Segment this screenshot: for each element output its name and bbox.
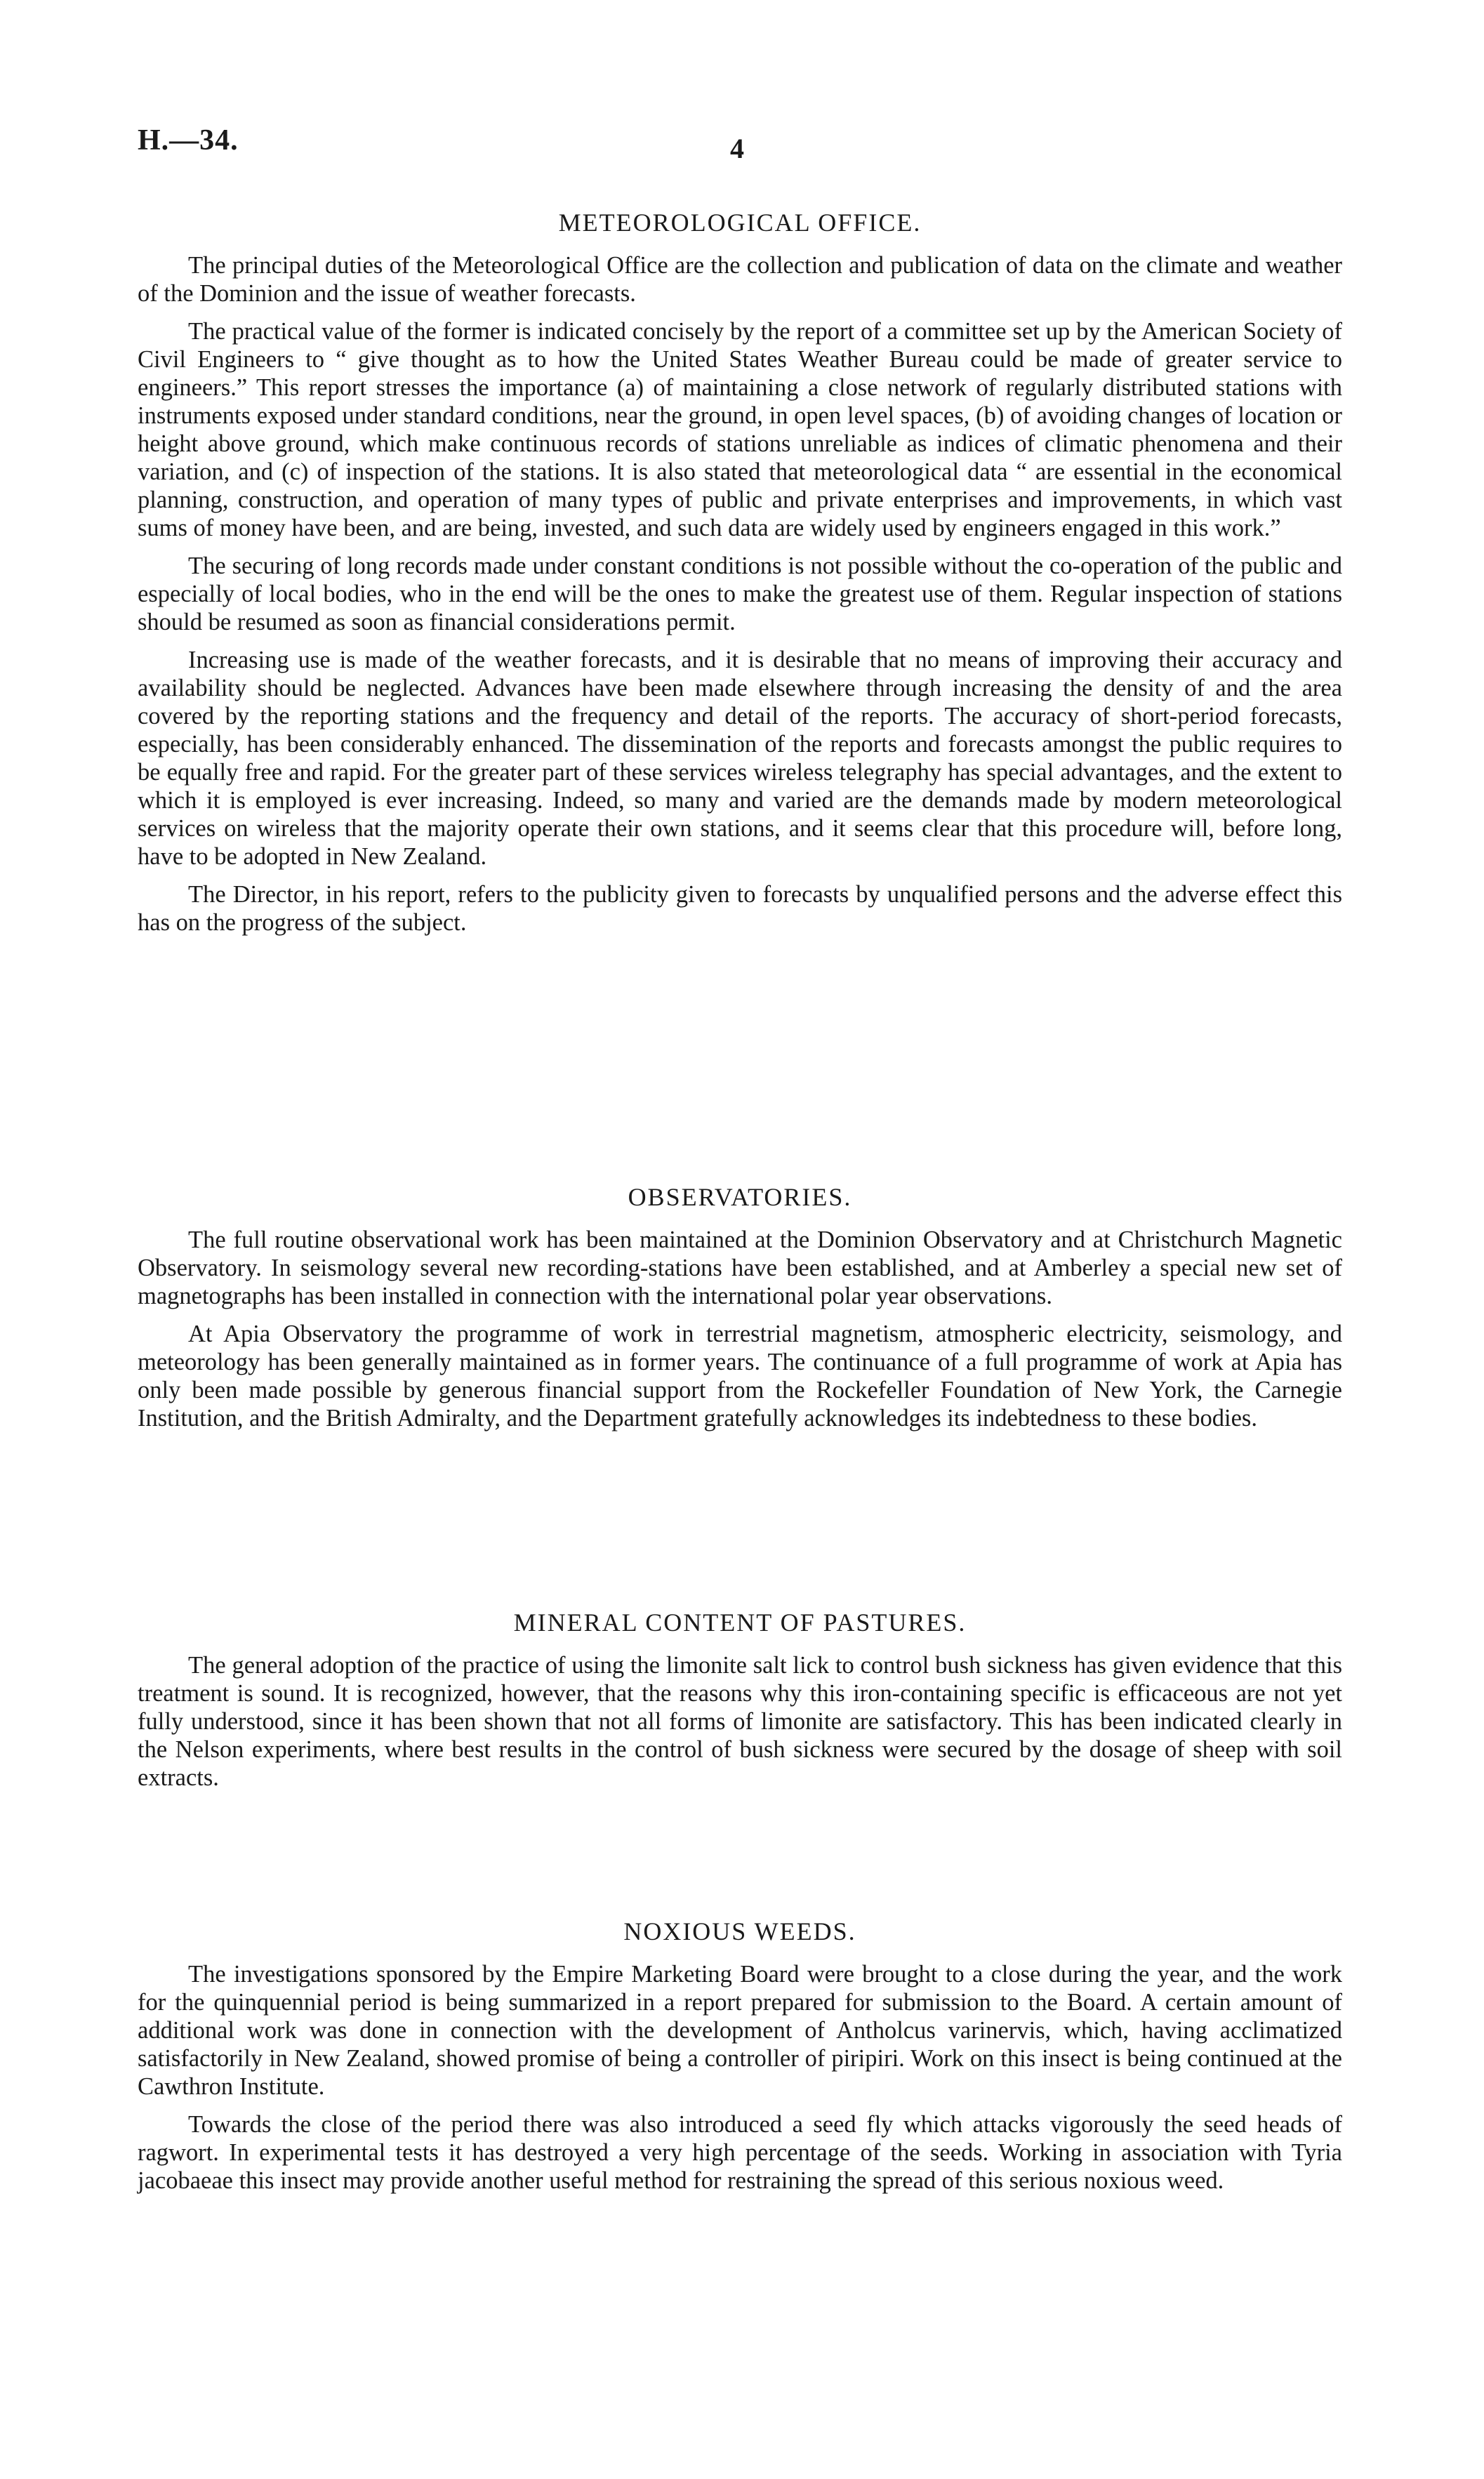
paragraph: The practical value of the former is indicated concisely by the report of a committee set up by the American Society of Civil Engineers to “ give thought as to how the United States Weather Bureau could be made of greater service to engineers.” This report stresses the importance (a) of maintaining a close network of regularly distributed stations with instruments exposed under standard conditions, near the ground, in open level spaces, (b) of avoiding changes of location or height above ground, which make continuous records of stations unreliable as indices of climatic phenomena and their variation, and (c) of inspection of the stations. It is also stated that meteorological data “ are essential in the economical planning, construction, and operation of many types of public and private enterprises and improvements, in which vast sums of money have been, and are being, invested, and such data are widely used by engineers engaged in this work.” (138, 318, 1342, 541)
section-title: OBSERVATORIES. (628, 1183, 852, 1211)
section-meteorological-office (138, 208, 1342, 946)
paragraph: The full routine observational work has been maintained at the Dominion Observatory and at Christchurch Magnetic Observatory. In seismology several new recording-stations have been established, and at Amberley a special new set of magnetographs has been installed in connection with the international polar year observations. (138, 1227, 1342, 1309)
paragraph: Towards the close of the period there was also introduced a seed fly which attacks vigorously the seed heads of ragwort. In experimental tests it has destroyed a very high percentage of the seeds. Working in association with Tyria jacobaeae this insect may provide another useful method for restraining the spread of this serious noxious weed. (138, 2111, 1342, 2194)
paragraph: The securing of long records made under constant conditions is not possible without the co-operation of the public and especially of local bodies, who in the end will be the ones to make the greatest use of them. Regular inspection of stations should be resumed as soon as financial considerations permit. (138, 553, 1342, 635)
section-mineral-content-of-pastures (138, 1608, 1342, 1802)
paragraph: The Director, in his report, refers to the publicity given to forecasts by unqualified persons and the adverse effect this has on the progress of the subject. (138, 881, 1342, 936)
section-title: MINERAL CONTENT OF PASTURES. (513, 1608, 967, 1637)
section-title: NOXIOUS WEEDS. (623, 1917, 856, 1945)
page-number: 4 (730, 133, 744, 164)
section-title: METEOROLOGICAL OFFICE. (558, 209, 922, 237)
paragraph: The principal duties of the Meteorological Office are the collection and publication of data on the climate and weather of the Dominion and the issue of weather forecasts. (138, 252, 1342, 307)
paragraph: At Apia Observatory the programme of work in terrestrial magnetism, atmospheric electricity, seismology, and meteorology has been generally maintained as in former years. The continuance of a full programme of work at Apia has only been made possible by generous financial support from the Rockefeller Foundation of New York, the Carnegie Institution, and the British Admiralty, and the Department gratefully acknowledges its indebtedness to these bodies. (138, 1321, 1342, 1432)
document-reference: H.—34. (138, 124, 239, 157)
paragraph: Increasing use is made of the weather forecasts, and it is desirable that no means of improving their accuracy and availability should be neglected. Advances have been made elsewhere through increasing the density of and the area covered by the reporting stations and the frequency and detail of the reports. The accuracy of short-period forecasts, especially, has been considerably enhanced. The dissemination of the reports and forecasts amongst the public requires to be equally free and rapid. For the greater part of these services wireless telegraphy has special advantages, and the extent to which it is employed is ever increasing. Indeed, so many and varied are the demands made by modern meteorological services on wireless that the majority operate their own stations, and it seems clear that this procedure will, before long, have to be adopted in New Zealand. (138, 647, 1342, 870)
section-observatories (138, 1182, 1342, 1442)
paragraph: The general adoption of the practice of using the limonite salt lick to control bush sickness has given evidence that this treatment is sound. It is recognized, however, that the reasons why this iron-containing specific is efficaceous are not yet fully understood, since it has been shown that not all forms of limonite are satisfactory. This has been indicated clearly in the Nelson experiments, where best results in the control of bush sickness were secured by the dosage of sheep with soil extracts. (138, 1652, 1342, 1791)
paragraph: The investigations sponsored by the Empire Marketing Board were brought to a close during the year, and the work for the quinquennial period is being summarized in a report prepared for submission to the Board. A certain amount of additional work was done in connection with the development of Antholcus varinervis, which, having acclimatized satisfactorily in New Zealand, showed promise of being a controller of piripiri. Work on this insect is being continued at the Cawthron Institute. (138, 1961, 1342, 2100)
section-noxious-weeds (138, 1917, 1342, 2204)
